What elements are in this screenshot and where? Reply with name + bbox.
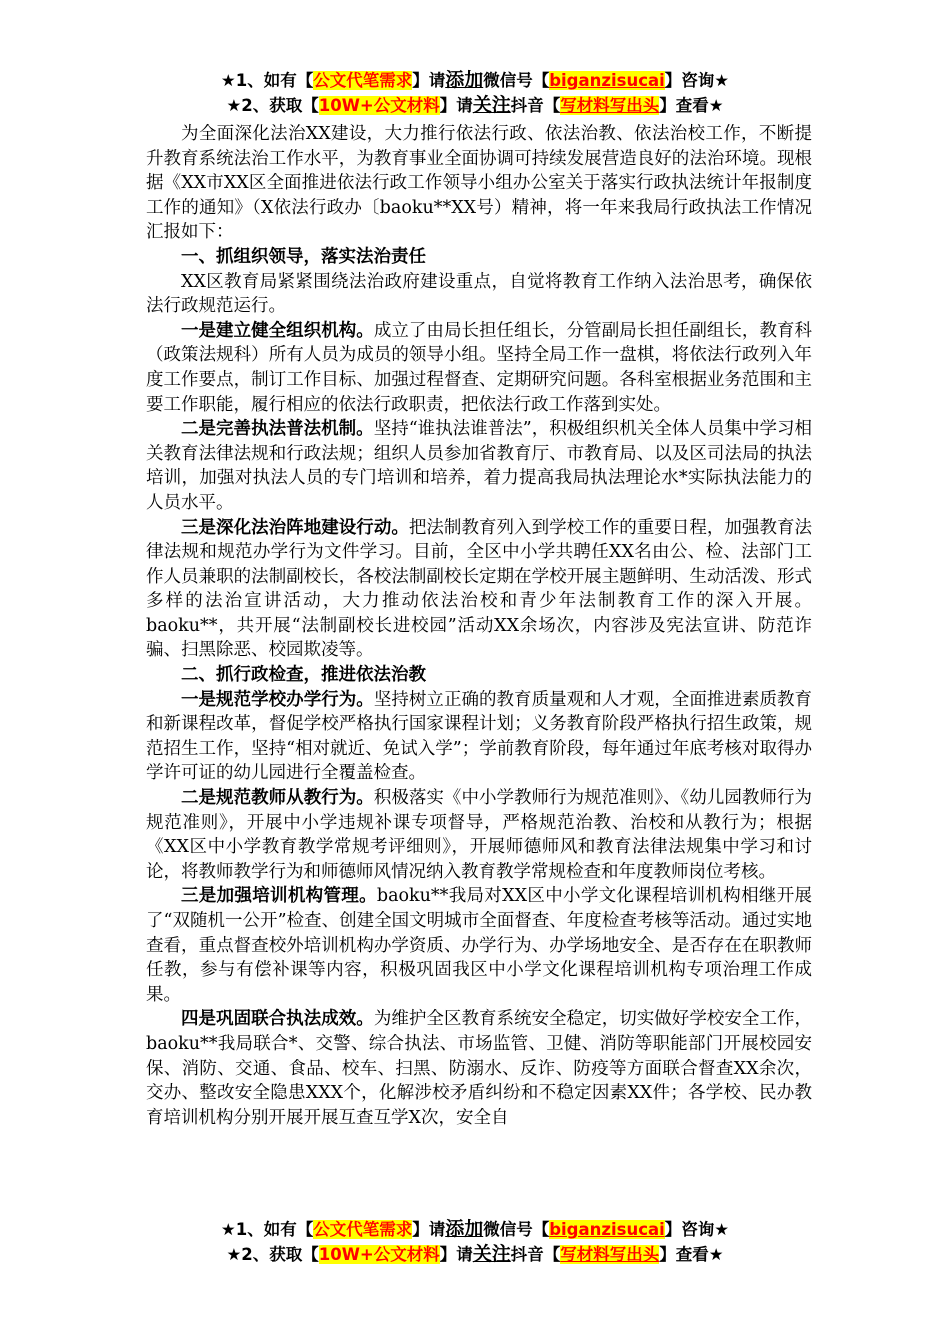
item-lead: 三是加强培训机构管理。 [181,886,377,907]
item-text: 坚持树立正确的教育质量观和人才观，全面推进素质教育和新课程改革，督促学校严格执行国家课程计划；义务教育阶段严格执行招生政策，规范招生工作，坚持“相对就近、免试入学”；学前教育阶段，每年通过年底考核对取得办学许可证的幼儿园进行全覆盖检查。 [146,689,812,784]
item-paragraph [146,1007,812,1130]
document-body [146,122,812,1202]
banner-text: 抖音【 [510,96,561,115]
item-paragraph [146,319,812,417]
banner-text: 】请 [412,1220,446,1239]
item-lead: 一是规范学校办学行为。 [181,689,374,710]
banner-text: ★2、获取【 [226,1245,319,1264]
banner-highlight: 公文代笔需求 [313,71,413,90]
douyin-account: 写材料写出头 [560,96,660,115]
item-paragraph [146,786,812,884]
item-paragraph [146,417,812,515]
item-lead: 二是规范教师从教行为。 [181,788,374,809]
wechat-id: biganzisucai [549,1220,665,1239]
banner-text: 微信号【 [483,71,550,90]
item-text: 把法制教育列入到学校工作的重要日程，加强教育法律法规和规范办学行为文件学习。目前，全区中小学共聘任XX名由公、检、法部门工作人员兼职的法制副校长，各校法制副校长定期在学校开展主题鲜明、生动活泼、形式多样的法治宣讲活动，大力推动依法治校和青少年法制教育工作的深入开展。baoku**，共开展“法制副校长进校园”活动XX余场次，内容涉及宪法宣讲、防范诈骗、扫黑除恶、校园欺凌等。 [146,517,812,661]
banner-text: 】咨询★ [664,1220,730,1239]
item-lead: 一是建立健全组织机构。 [181,320,374,341]
item-text: 坚持“谁执法谁普法”，积极组织机关全体人员集中学习相关教育法律法规和行政法规；组织人员参加省教育厅、市教育局、以及区司法局的执法培训，加强对执法人员的专门培训和培养，着力提高我局执法理论水*实际执法能力的人员水平。 [146,419,812,513]
section-heading: 二、抓行政检查，推进依法治教 [181,665,426,686]
item-lead: 二是完善执法普法机制。 [181,419,374,440]
banner-highlight: 公文代笔需求 [313,1220,413,1239]
banner-emphasis: 关注 [472,94,511,116]
item-text: baoku**我局对XX区中小学文化课程培训机构相继开展了“双随机一公开”检查、创建全国文明城市全面督查、年度检查考核等活动。通过实地查看，重点督查校外培训机构办学资质、办学行为、办学场地安全、是否存在在职教师任教，参与有偿补课等内容，积极巩固我区中小学文化课程培训机构专项治理工作成果。 [146,886,812,1005]
banner-text: 】查看★ [659,96,724,115]
item-lead: 四是巩固联合执法成效。 [181,1009,374,1030]
item-paragraph [146,688,812,786]
bottom-banner-line-2 [0,1242,950,1267]
banner-text: 微信号【 [483,1220,550,1239]
banner-text: 】请 [412,71,446,90]
banner-emphasis: 添加 [445,1218,484,1240]
bottom-banner-line-1 [0,1217,950,1242]
banner-text: 】咨询★ [664,71,730,90]
item-paragraph [146,884,812,1007]
item-text: 成立了由局长担任组长，分管副局长担任副组长，教育科（政策法规科）所有人员为成员的领导小组。坚持全局工作一盘棋，将依法行政列入年度工作要点，制订工作目标、加强过程督查、定期研究问题。各科室根据业务范围和主要工作职能，履行相应的依法行政职责，把依法行政工作落到实处。 [146,320,812,415]
item-paragraph [146,516,812,664]
section-heading: 一、抓组织领导，落实法治责任 [181,246,426,267]
item-text: 为维护全区教育系统安全稳定，切实做好学校安全工作，baoku**我局联合*、交警、综合执法、市场监管、卫健、消防等职能部门开展校园安保、消防、交通、食品、校车、扫黑、防溺水、反诈、防疫等方面联合督查XX余次，交办、整改安全隐患XXX个，化解涉校矛盾纠纷和不稳定因素XX件；各学校、民办教育培训机构分别开展开展互查互学X次，安全自 [146,1009,812,1128]
banner-text: ★1、如有【 [220,71,314,90]
banner-text: ★1、如有【 [220,1220,314,1239]
banner-text: 】请 [439,96,473,115]
banner-highlight: 10W+公文材料 [318,1245,440,1264]
banner-text: ★2、获取【 [226,96,319,115]
top-banner-line-1 [0,68,950,93]
item-lead: 三是深化法治阵地建设行动。 [181,517,409,538]
banner-emphasis: 添加 [445,69,484,91]
intro-paragraph: 为全面深化法治XX建设，大力推行依法行政、依法治教、依法治校工作，不断提升教育系统法治工作水平，为教育事业全面协调可持续发展营造良好的法治环境。现根据《XX市XX区全面推进依法行政工作领导小组办公室关于落实行政执法统计年报制度工作的通知》（X依法行政办〔baoku**XX号）精神，将一年来我局行政执法工作情况汇报如下： [146,124,812,243]
banner-text: 抖音【 [510,1245,561,1264]
item-text: 积极落实《中小学教师行为规范准则》、《幼儿园教师行为规范准则》，开展中小学违规补课专项督导，严格规范治教、治校和从教行为；根据《XX区中小学教育教学常规考评细则》，开展师德师风和教育法律法规集中学习和讨论，将教师教学行为和师德师风情况纳入教育教学常规检查和年度教师岗位考核。 [146,788,812,882]
wechat-id: biganzisucai [549,71,665,90]
douyin-account: 写材料写出头 [560,1245,660,1264]
top-banner-line-2 [0,93,950,118]
banner-emphasis: 关注 [472,1243,511,1265]
section-intro-paragraph: XX区教育局紧紧围绕法治政府建设重点，自觉将教育工作纳入法治思考，确保依法行政规范运行。 [146,271,812,317]
banner-highlight: 10W+公文材料 [318,96,440,115]
banner-text: 】请 [439,1245,473,1264]
banner-text: 】查看★ [659,1245,724,1264]
